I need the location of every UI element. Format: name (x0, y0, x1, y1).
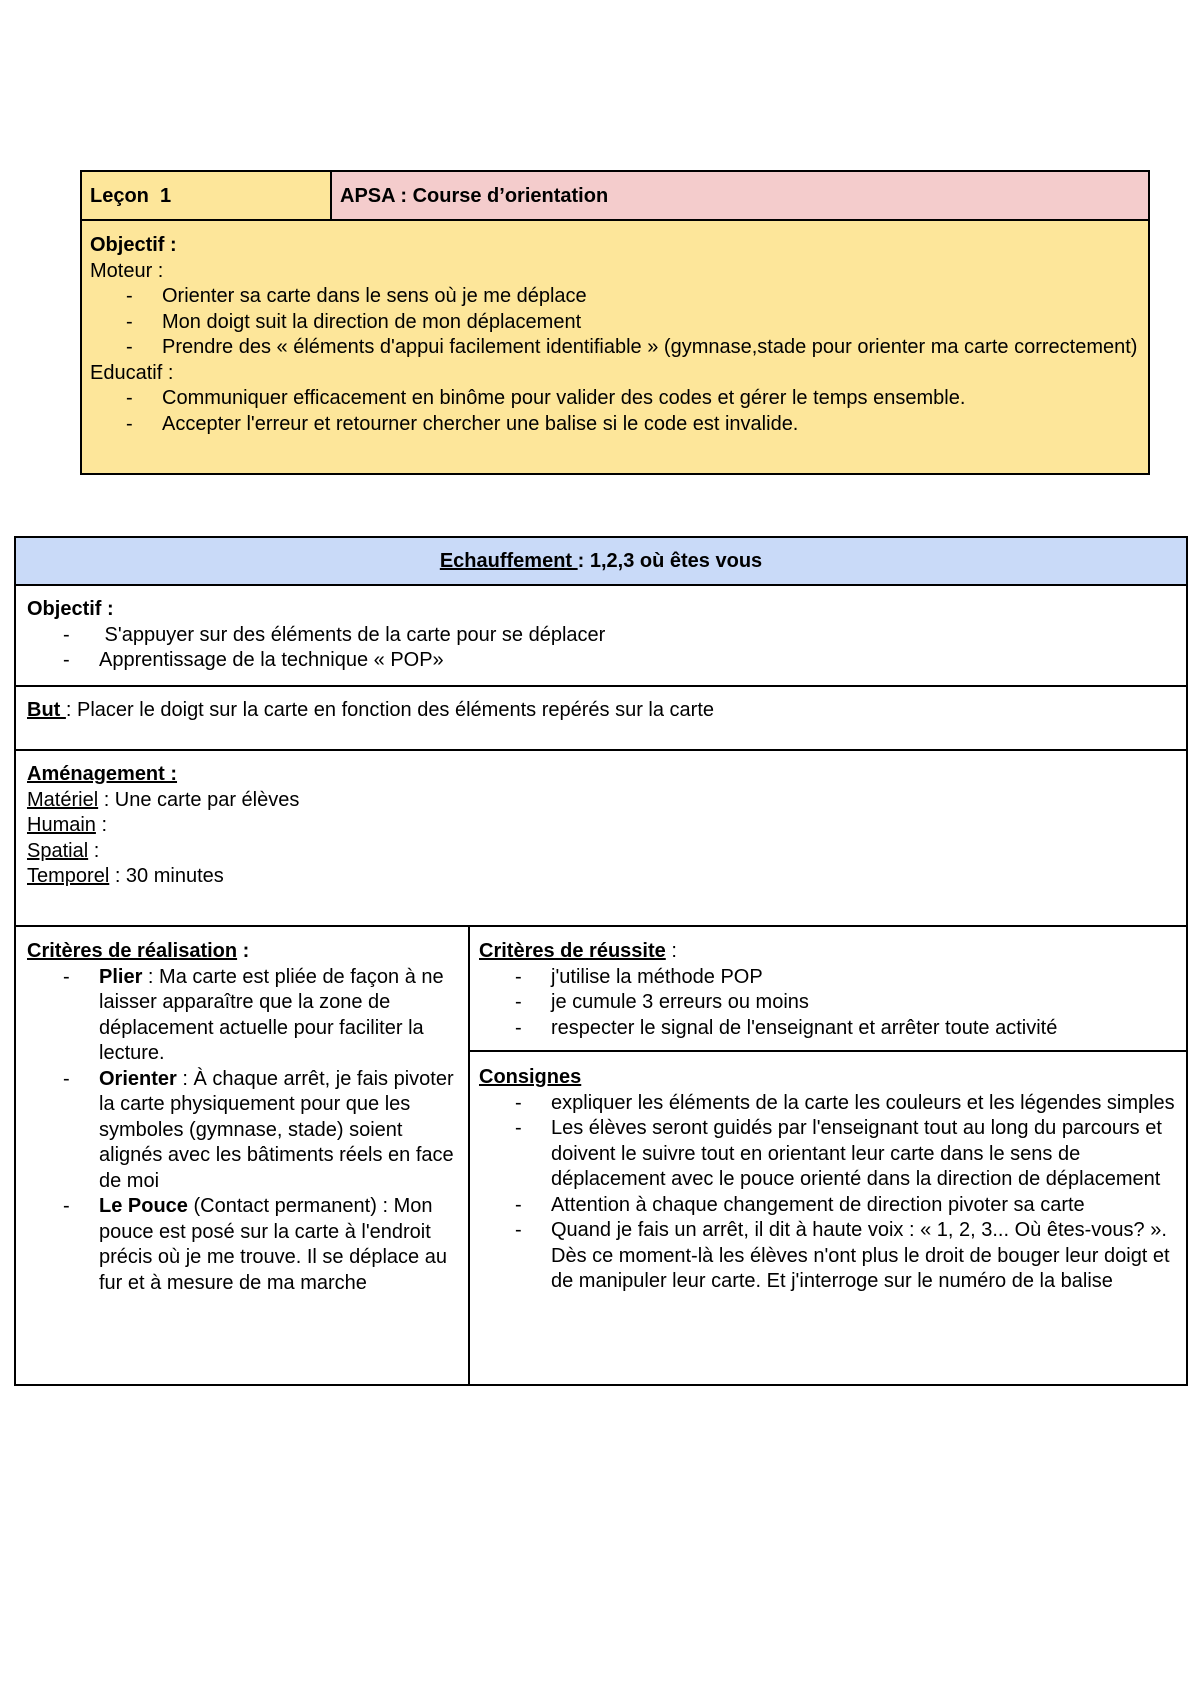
list-item: - respecter le signal de l'enseignant et arrêter toute activité (551, 1016, 1179, 1042)
consignes-list (479, 1091, 1179, 1295)
list-item: - Attention à chaque changement de direction pivoter sa carte (551, 1193, 1179, 1219)
humain-text: : (95, 814, 108, 836)
but-label: But (27, 699, 66, 721)
objectif-title: Objectif : (90, 234, 177, 256)
list-item: - Quand je fais un arrêt, il dit à haute voix : « 1, 2, 3... Où êtes-vous? ». Dès ce moment-là les élèves n'ont plus le droit de bouger leur doigt et de manipuler leur carte. Et j'interroge sur le numéro de la balise (551, 1218, 1179, 1295)
warmup-title (14, 550, 1188, 573)
list-item: - Apprentissage de la technique « POP» (99, 648, 1177, 674)
humain-label: Humain (27, 814, 96, 836)
realisation-content (27, 939, 462, 1296)
warmup-title-rest: : 1,2,3 où êtes vous (577, 550, 763, 572)
list-item: - Le Pouce (Contact permanent) : Mon pouce est posé sur la carte à l'endroit précis où je me trouve. Il se déplace au fur et à mesure de ma marche (99, 1194, 462, 1296)
temporel-text: : 30 minutes (109, 865, 224, 887)
list-item: - Orienter : À chaque arrêt, je fais pivoter la carte physiquement pour que les symboles (gymnase, stade) soient alignés avec les bâtiments réels en face de moi (99, 1067, 462, 1195)
warmup-title-underlined: Echauffement (439, 550, 578, 572)
list-item: - Orienter sa carte dans le sens où je me déplace (162, 284, 1140, 310)
warmup-objectif-list (27, 623, 1177, 674)
moteur-list (90, 284, 1140, 361)
moteur-label: Moteur : (90, 259, 164, 282)
warmup-but-content (27, 698, 714, 724)
realisation-list (27, 965, 462, 1297)
list-item: - Communiquer efficacement en binôme pour valider des codes et gérer le temps ensemble. (162, 386, 1140, 412)
list-item: - S'appuyer sur des éléments de la carte pour se déplacer (99, 623, 1177, 649)
list-item: - Prendre des « éléments d'appui facilement identifiable » (gymnase,stade pour orienter ma carte correctement) (162, 335, 1140, 361)
list-item: - expliquer les éléments de la carte les couleurs et les légendes simples (551, 1091, 1179, 1117)
reussite-title: Critères de réussite (479, 940, 666, 962)
reussite-list (479, 965, 1179, 1042)
temporel-label: Temporel (27, 865, 110, 887)
consignes-title: Consignes (479, 1066, 582, 1088)
list-item: - Accepter l'erreur et retourner chercher une balise si le code est invalide. (162, 412, 1140, 438)
list-item: - je cumule 3 erreurs ou moins (551, 990, 1179, 1016)
amenagement-title: Aménagement : (27, 763, 178, 785)
educatif-label: Educatif : (90, 361, 174, 384)
list-item: - j'utilise la méthode POP (551, 965, 1179, 991)
warmup-objectif-title: Objectif : (27, 598, 114, 620)
list-item: - Les élèves seront guidés par l'enseignant tout au long du parcours et doivent le suivre tout en orientant leur carte dans le sens de déplacement avec le pouce orienté dans la direction de déplacement (551, 1116, 1179, 1193)
but-text: : Placer le doigt sur la carte en fonction des éléments repérés sur la carte (65, 699, 714, 721)
consignes-content (479, 1065, 1179, 1295)
warmup-amenagement-content (27, 762, 299, 890)
list-item: - Mon doigt suit la direction de mon déplacement (162, 310, 1140, 336)
list-item: - Plier : Ma carte est pliée de façon à ne laisser apparaître que la zone de déplacement actuelle pour faciliter la lecture. (99, 965, 462, 1067)
realisation-colon: : (237, 940, 250, 962)
spatial-label: Spatial (27, 839, 89, 862)
reussite-content (479, 939, 1179, 1041)
apsa-label: APSA : Course d’orientation (340, 185, 609, 207)
educatif-list (90, 386, 1140, 437)
realisation-title: Critères de réalisation (27, 940, 238, 962)
warmup-objectif-content (27, 597, 1177, 674)
spatial-text: : (88, 839, 100, 862)
lesson-objectives-content (90, 233, 1140, 437)
materiel-label: Matériel (27, 788, 99, 811)
lesson-label: Leçon 1 (90, 185, 172, 207)
materiel-text: : Une carte par élèves (98, 788, 300, 811)
reussite-colon: : (665, 940, 677, 962)
